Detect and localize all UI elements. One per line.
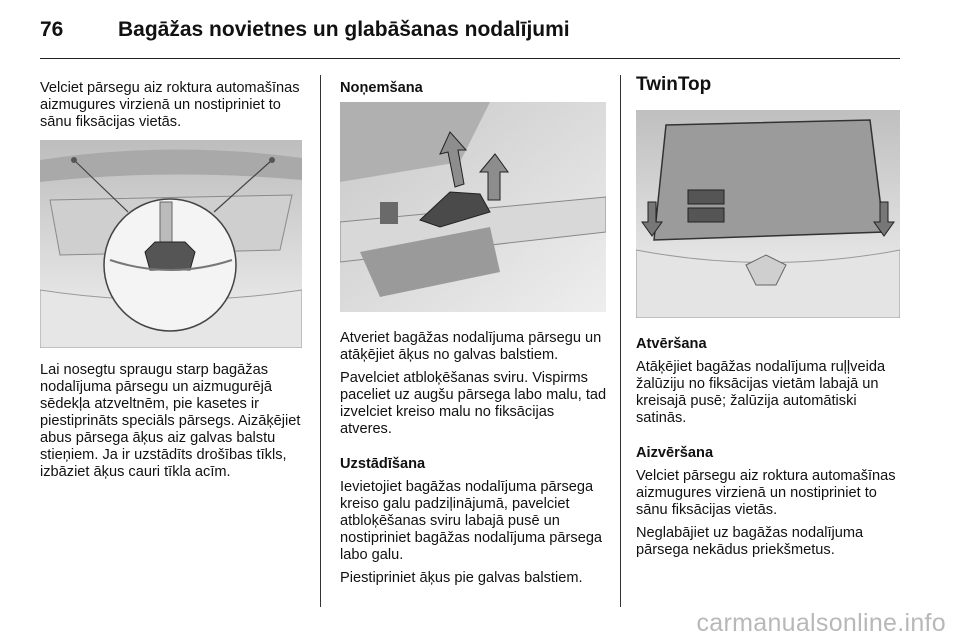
figure-cover-hooks: [40, 140, 302, 348]
column-1-body: [40, 362, 312, 487]
column-2-body: [340, 330, 610, 593]
intro-paragraph: Velciet pārsegu aiz roktura automašīnas aizmugures virzienā un nostipriniet to sānu fiksācijas vietās.: [40, 80, 300, 130]
header-divider: [40, 58, 900, 59]
twintop-illustration: [636, 110, 900, 318]
column-2-heading: [340, 80, 610, 103]
removal-paragraph-1: Atveriet bagāžas nodalījuma pārsegu un atāķējiet āķus no galvas balstiem.: [340, 330, 602, 363]
column-3-body: [636, 336, 908, 565]
install-paragraph-1: Ievietojiet bagāžas nodalījuma pārsega kreiso galu padziļinājumā, pavelciet atbloķēšanas sviru labajā pusē un nostipriniet bagāžas nodalījuma pārsega labo galu.: [340, 479, 603, 563]
column-divider-1: [320, 75, 321, 607]
column-1-intro: [40, 80, 312, 137]
heading-twintop: TwinTop: [636, 74, 712, 95]
column-divider-2: [620, 75, 621, 607]
heading-open: Atvēršana: [636, 336, 707, 352]
figure-twintop: [636, 110, 900, 318]
removal-paragraph-2: Pavelciet atbloķēšanas sviru. Vispirms paceliet uz augšu pārsega labo malu, tad izvelciet kreiso malu no fiksācijas atveres.: [340, 370, 607, 437]
heading-install: Uzstādīšana: [340, 456, 426, 472]
column-3-heading: [636, 76, 906, 99]
cover-hooks-illustration: [40, 140, 302, 348]
figure-removal: [340, 102, 606, 312]
page-header: [40, 18, 910, 48]
body-paragraph: Lai nosegtu spraugu starp bagāžas nodalījuma pārsegu un aizmugurējā sēdekļa atzveltnēm, pie kasetes ir piestiprināts speciāls pārsegs. Aizāķējiet abus pārsega āķus aiz galvas balstu stieņiem. Ja ir uzstādīts drošības tīkls, izbāziet āķus cauri tīkla acīm.: [40, 362, 301, 480]
heading-close: Aizvēršana: [636, 445, 714, 461]
heading-removal: Noņemšana: [340, 80, 423, 96]
page-title: Bagāžas novietnes un glabāšanas nodalījumi: [118, 18, 570, 41]
open-paragraph: Atāķējiet bagāžas nodalījuma ruļļveida žalūziju no fiksācijas vietām labajā un kreisajā pusē; žalūzija automātiski satinās.: [636, 359, 886, 426]
watermark: carmanualsonline.info: [696, 609, 946, 637]
close-paragraph-2: Neglabājiet uz bagāžas nodalījuma pārsega nekādus priekšmetus.: [636, 525, 864, 558]
page-number: 76: [40, 18, 64, 41]
removal-illustration: [340, 102, 606, 312]
close-paragraph-1: Velciet pārsegu aiz roktura automašīnas aizmugures virzienā un nostipriniet to sānu fiksācijas vietās.: [636, 468, 896, 518]
install-paragraph-2: Piestipriniet āķus pie galvas balstiem.: [340, 570, 583, 586]
